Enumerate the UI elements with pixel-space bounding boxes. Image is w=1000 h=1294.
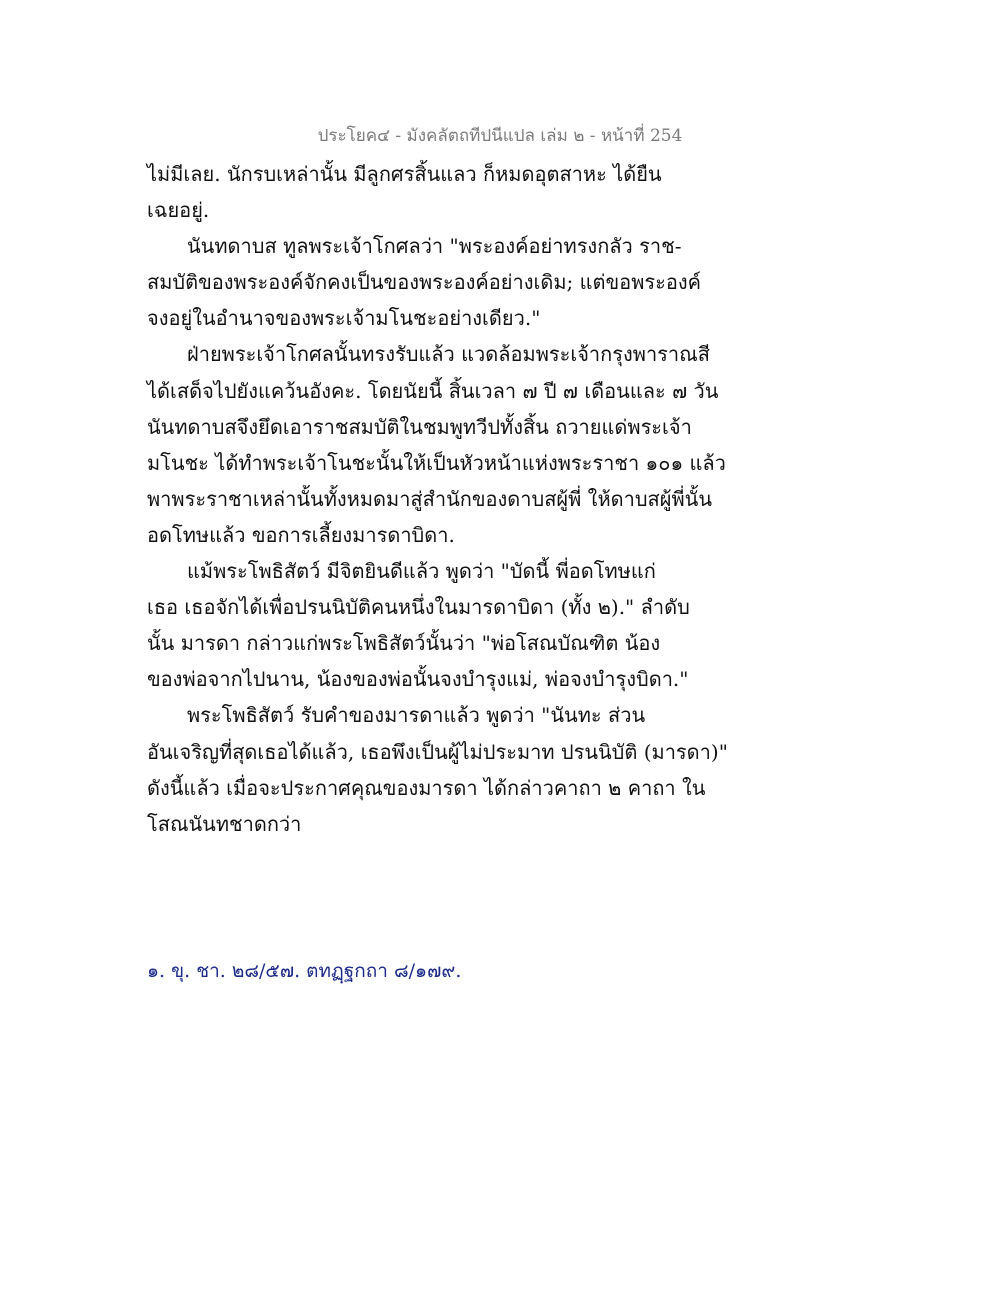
paragraph-first-line: ฝ่ายพระเจ้าโกศลนั้นทรงรับแล้ว แวดล้อมพระเจ้ากรุงพาราณสี (187, 342, 710, 367)
body-text (147, 156, 767, 842)
text-line: มโนชะ ได้ทำพระเจ้าโนชะนั้นให้เป็นหัวหน้าแห่งพระราชา ๑๐๑ แล้ว (147, 450, 726, 475)
text-line: ได้เสด็จไปยังแคว้นอังคะ. โดยนัยนี้ สิ้นเวลา ๗ ปี ๗ เดือนและ ๗ วัน (147, 378, 719, 403)
text-line: สมบัติของพระองค์จักคงเป็นของพระองค์อย่างเดิม; แต่ขอพระองค์ (147, 270, 702, 295)
text-line: เธอ เธอจักได้เพื่อปรนนิบัติคนหนึ่งในมารดาบิดา (ทั้ง ๒)." ลำดับ (147, 595, 690, 620)
text-line: จงอยู่ในอำนาจของพระเจ้ามโนชะอย่างเดียว." (147, 306, 541, 331)
text-line: อันเจริญที่สุดเธอได้แล้ว, เธอพึงเป็นผู้ไม่ประมาท ปรนนิบัติ (มารดา)" (147, 739, 728, 764)
text-line: โสณนันทชาดกว่า (147, 811, 302, 836)
running-header: ประโยค๔ - มังคลัตถทีปนีแปล เล่ม ๒ - หน้าที่ 254 (317, 126, 683, 146)
text-line: ของพ่อจากไปนาน, น้องของพ่อนั้นจงบำรุงแม่, พ่อจงบำรุงบิดา." (147, 667, 689, 692)
paragraph-first-line: นันทดาบส ทูลพระเจ้าโกศลว่า "พระองค์อย่าทรงกลัว ราช- (187, 234, 682, 259)
text-line: ไม่มีเลย. นักรบเหล่านั้น มีลูกศรสิ้นแลว ก็หมดอุตสาหะ ได้ยืน (147, 162, 662, 186)
text-line: พาพระราชาเหล่านั้นทั้งหมดมาสู่สำนักของดาบสผู้พี่ ให้ดาบสผู้พี่นั้น (147, 486, 712, 511)
text-line: นันทดาบสจึงยึดเอาราชสมบัติในชมพูทวีปทั้งสิ้น ถวายแด่พระเจ้า (147, 414, 692, 439)
paragraph-first-line: แม้พระโพธิสัตว์ มีจิตยินดีแล้ว พูดว่า "บัดนี้ พี่อดโทษแก่ (187, 559, 656, 584)
text-line: อดโทษแล้ว ขอการเลี้ยงมารดาบิดา. (147, 522, 455, 547)
paragraph-first-line: พระโพธิสัตว์ รับคำของมารดาแล้ว พูดว่า "นันทะ ส่วน (187, 703, 646, 728)
text-line: นั้น มารดา กล่าวแก่พระโพธิสัตว์นั้นว่า "พ่อโสณบัณฑิต น้อง (147, 631, 661, 656)
text-line: เฉยอยู่. (147, 198, 210, 223)
text-line: ดังนี้แล้ว เมื่อจะประกาศคุณของมารดา ได้กล่าวคาถา ๒ คาถา ใน (147, 775, 706, 800)
footnote: ๑. ขุ. ชา. ๒๘/๕๗. ตทฏฺฐกถา ๘/๑๗๙. (147, 960, 462, 982)
